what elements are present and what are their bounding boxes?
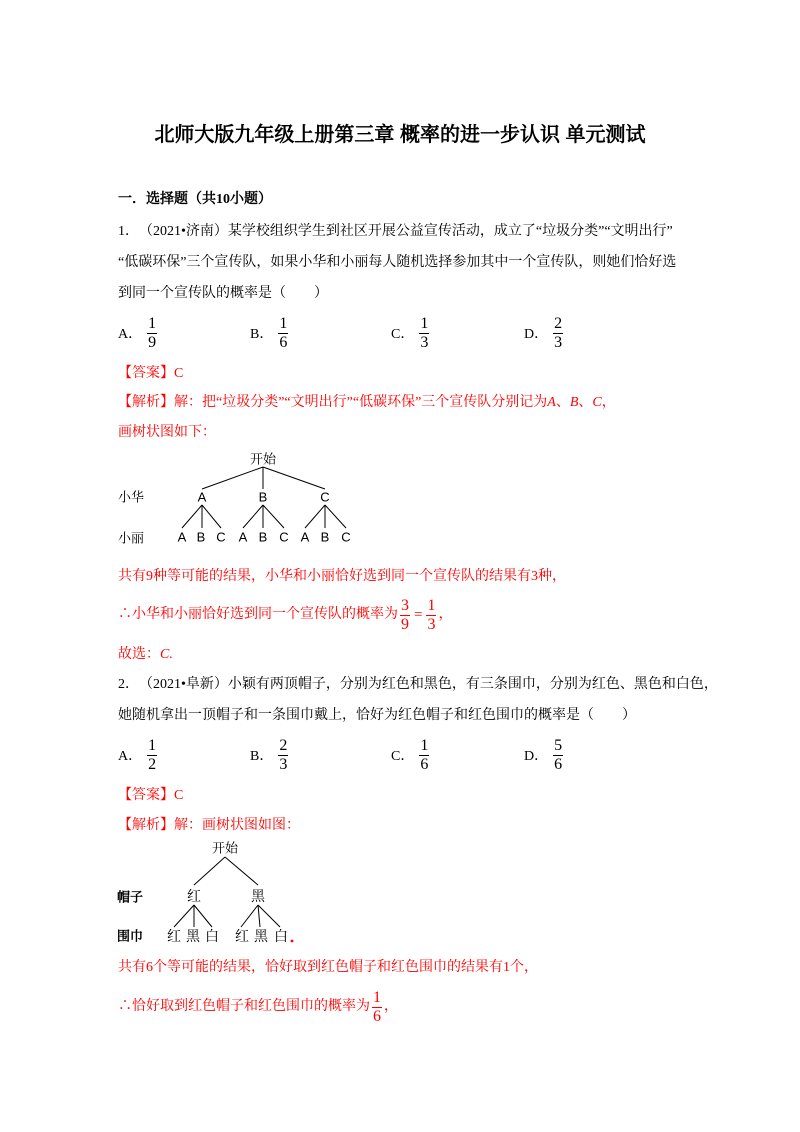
q1-option-b: [250, 316, 290, 350]
choice-value: C.: [160, 647, 173, 662]
answer-tag: 【答案】: [118, 366, 174, 381]
option-fraction: [147, 738, 157, 773]
option-label: B．: [250, 749, 274, 764]
tree-leaf: A: [238, 529, 248, 545]
option-fraction: [419, 316, 429, 351]
probability-fraction: [400, 598, 410, 633]
tree-branch: [263, 467, 325, 489]
analysis-var-c: C: [592, 395, 602, 410]
answer-tag: 【答案】: [118, 788, 174, 803]
q1-stem-line-3: 到同一个宣传队的概率是（ ）: [118, 286, 328, 301]
tree-node: 红: [187, 888, 201, 904]
tree-leaf: 黑: [254, 928, 268, 944]
tree-node: C: [320, 489, 330, 505]
answer-value: C: [174, 788, 184, 803]
option-label: D．: [524, 749, 549, 764]
q1-tree-diagram: [110, 446, 370, 550]
q2-probability-line: [118, 990, 398, 1024]
option-fraction: [278, 738, 288, 773]
tree-branch: [263, 505, 284, 528]
q1-answer: [118, 364, 183, 384]
fraction-numerator: 2: [279, 736, 288, 754]
section-heading: 一．选择题（共10小题）: [118, 192, 272, 207]
fraction-denominator: 3: [554, 333, 563, 351]
option-fraction: [553, 738, 563, 773]
q2-option-a: [118, 738, 159, 772]
q1-choice-line: [118, 645, 173, 665]
q2-stem-line-2: 她随机拿出一顶帽子和一条围巾戴上，恰好为红色帽子和红色围巾的概率是（ ）: [118, 708, 636, 723]
probability-fraction: [372, 990, 382, 1025]
page-title: 北师大版九年级上册第三章 概率的进一步认识 单元测试: [154, 124, 646, 146]
tree-level1-label: 帽子: [116, 889, 144, 905]
tree-root-label: 开始: [249, 451, 277, 467]
option-fraction: [419, 738, 429, 773]
fraction-numerator: 1: [279, 314, 288, 332]
tree-leaf: C: [216, 529, 226, 545]
option-fraction: [553, 316, 563, 351]
tree-leaf: 红: [235, 928, 249, 944]
choice-prefix: 故选：: [118, 647, 160, 662]
q1-number: 1．: [118, 224, 139, 239]
fraction-denominator: 9: [401, 615, 409, 633]
option-label: A．: [118, 749, 143, 764]
probability-fraction: [426, 598, 436, 633]
fraction-numerator: 1: [420, 736, 429, 754]
tree-leaf: A: [300, 529, 310, 545]
fraction-numerator: 1: [427, 596, 436, 614]
fraction-denominator: 9: [148, 333, 157, 351]
q2-answer: [118, 786, 183, 806]
tree-level2-label: 围巾: [116, 928, 144, 944]
q2-tree-diagram: [110, 836, 310, 948]
option-fraction: [147, 316, 157, 351]
option-label: A．: [118, 327, 143, 342]
probability-prefix: ∴小华和小丽恰好选到同一个宣传队的概率为: [118, 607, 398, 622]
equals-sign: =: [414, 607, 423, 623]
q2-option-c: [391, 738, 431, 772]
analysis-tag: 【解析】: [118, 395, 174, 410]
tree-leaf: 黑: [186, 928, 200, 944]
fraction-numerator: 1: [148, 736, 157, 754]
tree-branch: [258, 905, 280, 927]
fraction-denominator: 6: [279, 333, 288, 351]
tree-leaf: A: [177, 529, 187, 545]
q1-stem-line-2: “低碳环保”三个宣传队，如果小华和小丽每人随机选择参加其中一个宣传队，则她们恰好选: [118, 255, 677, 270]
probability-suffix: ，: [438, 607, 453, 622]
tree-leaf: 白: [205, 928, 219, 944]
tree-leaf: B: [258, 529, 268, 545]
q2-option-b: [250, 738, 290, 772]
fraction-denominator: 3: [427, 615, 436, 633]
fraction-denominator: 3: [420, 333, 429, 351]
tree-node: B: [258, 489, 268, 505]
option-label: C．: [391, 749, 415, 764]
fraction-denominator: 6: [554, 755, 563, 773]
tree-leaf: 红: [167, 928, 181, 944]
tree-level2-label: 小丽: [117, 530, 145, 546]
tree-branch: [243, 505, 263, 528]
q1-option-d: [524, 316, 565, 350]
answer-value: C: [174, 366, 184, 381]
tree-leaf: B: [196, 529, 206, 545]
fraction-denominator: 2: [148, 755, 157, 773]
option-label: D．: [524, 327, 549, 342]
analysis-text: 解：把“垃圾分类”“文明出行”“低碳环保”三个宣传队分别记为: [174, 395, 548, 410]
tree-branch: [325, 505, 346, 528]
q1-result-line: 共有9种等可能的结果，小华和小丽恰好选到同一个宣传队的结果有3种，: [118, 569, 566, 584]
q1-option-c: [391, 316, 431, 350]
q2-stem-line-1: [118, 675, 718, 695]
q1-stem-text: （2021•济南）某学校组织学生到社区开展公益宣传活动，成立了“垃圾分类”“文明出行”: [139, 224, 673, 239]
probability-prefix: ∴恰好取到红色帽子和红色围巾的概率为: [118, 999, 370, 1014]
tree-branch: [194, 857, 225, 885]
tree-leaf: C: [279, 529, 289, 545]
tree-level1-label: 小华: [117, 489, 145, 505]
option-label: C．: [391, 327, 415, 342]
fraction-denominator: 6: [373, 1007, 381, 1025]
fraction-numerator: 1: [373, 988, 381, 1006]
tree-leaf: 白: [274, 928, 288, 944]
analysis-var-b: B: [569, 395, 579, 410]
analysis-separator: 、: [578, 395, 593, 410]
tree-node: 黑: [251, 888, 265, 904]
analysis-text: 解：画树状图如图：: [174, 818, 300, 833]
q2-number: 2．: [118, 677, 139, 692]
q1-tree-intro: 画树状图如下：: [118, 425, 216, 440]
probability-suffix: ，: [384, 999, 398, 1014]
fraction-numerator: 5: [554, 736, 563, 754]
q2-analysis-line: [118, 816, 300, 836]
fraction-numerator: 3: [401, 596, 409, 614]
tree-branch: [225, 857, 258, 885]
tree-node: A: [197, 489, 207, 505]
q2-stem-text: （2021•阜新）小颖有两顶帽子，分别为红色和黑色，有三条围巾，分别为红色、黑色和白色，: [139, 677, 718, 692]
option-label: B．: [250, 327, 274, 342]
fraction-denominator: 6: [420, 755, 429, 773]
q1-analysis-line: [118, 393, 616, 413]
fraction-denominator: 3: [279, 755, 288, 773]
fraction-numerator: 2: [554, 314, 563, 332]
tree-leaf: B: [320, 529, 330, 545]
fraction-numerator: 1: [148, 314, 157, 332]
q2-result-line: 共有6个等可能的结果，恰好取到红色帽子和红色围巾的结果有1个，: [118, 960, 538, 975]
option-fraction: [278, 316, 288, 351]
tree-branch: [241, 905, 258, 927]
analysis-tag: 【解析】: [118, 818, 174, 833]
tree-branch: [202, 505, 221, 528]
q1-option-a: [118, 316, 159, 350]
stray-red-mark: [291, 940, 294, 943]
analysis-var-a: A: [547, 395, 556, 410]
tree-branch: [305, 505, 325, 528]
tree-branch: [258, 905, 260, 927]
fraction-numerator: 1: [420, 314, 429, 332]
tree-root-label: 开始: [211, 840, 239, 856]
q1-probability-line: [118, 598, 452, 632]
tree-branch: [174, 905, 194, 927]
q2-option-d: [524, 738, 565, 772]
tree-branch: [194, 905, 212, 927]
tree-branch: [202, 467, 263, 489]
analysis-end: ，: [601, 395, 616, 410]
q1-stem-line-1: [118, 222, 673, 242]
tree-branch: [182, 505, 202, 528]
analysis-separator: 、: [555, 395, 570, 410]
tree-leaf: C: [341, 529, 351, 545]
